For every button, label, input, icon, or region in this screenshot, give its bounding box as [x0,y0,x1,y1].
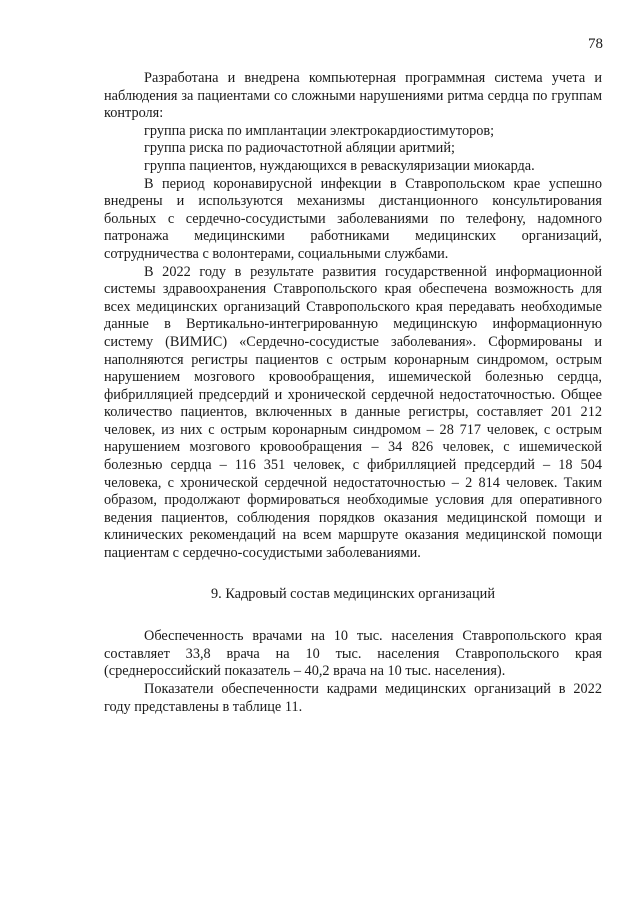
paragraph-vimis-registers: В 2022 году в результате развития государственной информационной системы здравоохранения Ставропольского края обеспечена возможность для всех медицинских организаций Ставропольского края передавать необходимые данные в Вертикально-интегрированную медицинскую информационную систему (ВИМИС) «Сердечно-сосудистые заболевания». Сформированы и наполняются регистры пациентов с острым коронарным синдромом, острым нарушением мозгового кровообращения, ишемической болезнью сердца, фибрилляцией предсердий и хронической сердечной недостаточностью. Общее количество пациентов, включенных в данные регистры, составляет 201 212 человек, из них с острым коронарным синдромом – 28 717 человек, с острым нарушением мозгового кровообращения – 34 826 человек, с ишемической болезнью сердца – 116 351 человек, с фибрилляцией предсердий – 18 504 человека, с хронической сердечной недостаточностью – 2 814 человек. Таким образом, продолжают формироваться необходимые условия для оперативного ведения пациентов, соблюдения порядков оказания медицинской помощи и клинических рекомендаций на всем маршруте оказания медицинской помощи пациентам с сердечно-сосудистыми заболеваниями. [104,263,602,562]
list-item: группа пациентов, нуждающихся в реваскуляризации миокарда. [144,157,535,174]
paragraph-covid-remote-consulting: В период коронавирусной инфекции в Ставропольском крае успешно внедрены и используются механизмы дистанционного консультирования больных с сердечно-сосудистыми заболеваниями по телефону, надомного патронажа медицинскими работниками медицинских организаций, сотрудничества с волонтерами, социальными службами. [104,175,602,262]
list-item: группа риска по имплантации электрокардиостимуторов; [144,122,495,139]
paragraph-doctor-coverage: Обеспеченность врачами на 10 тыс. населения Ставропольского края составляет 33,8 врача на 10 тыс. населения Ставропольского края (среднероссийский показатель – 40,2 врача на 10 тыс. населения). [104,628,602,680]
paragraph-table-reference: Показатели обеспеченности кадрами медицинских организаций в 2022 году представлены в таблице 11. [104,681,602,715]
paragraph-monitoring-system: Разработана и внедрена компьютерная программная система учета и наблюдения за пациентами со сложными нарушениями ритма сердца по группам контроля: [104,70,602,122]
section-heading: 9. Кадровый состав медицинских организаций [211,585,495,602]
risk-group-list [104,123,602,176]
page-number: 78 [588,36,603,52]
document-body [104,70,602,716]
list-item: группа риска по радиочастотной абляции аритмий; [144,140,455,157]
